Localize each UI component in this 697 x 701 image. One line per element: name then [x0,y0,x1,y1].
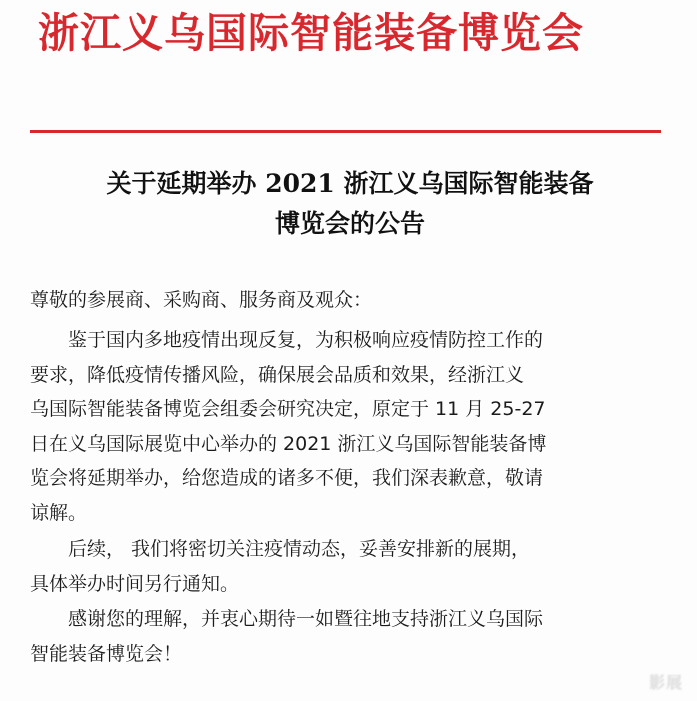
paragraph-line: 乌国际智能装备博览会组委会研究决定，原定于 11 月 25-27 [30,398,546,420]
letterhead-org-name: 浙江义乌国际智能装备博览会 [38,9,584,57]
paragraph-line: 感谢您的理解，并衷心期待一如暨往地支持浙江义乌国际 [68,608,544,630]
notice-title-line-1: 关于延期举办 2021 浙江义乌国际智能装备 [106,169,594,198]
paragraph-line: 要求，降低疫情传播风险，确保展会品质和效果，经浙江义 [30,363,525,386]
paragraph-line: 日在义乌国际展览中心举办的 2021 浙江义乌国际智能装备博 [30,432,547,455]
notice-title-line-2: 博览会的公告 [274,209,425,238]
paragraph-line: 览会将延期举办，给您造成的诸多不便，我们深表歉意，敬请 [30,467,544,489]
salutation: 尊敬的参展商、采购商、服务商及观众： [30,289,373,311]
paragraph-line: 智能装备博览会！ [30,642,183,665]
paragraph-follow-up [30,532,658,601]
paragraph-line: 鉴于国内多地疫情出现反复，为积极响应疫情防控工作的 [68,329,544,351]
paragraph-line: 谅解。 [30,501,88,524]
watermark: 影展 [648,673,683,692]
paragraph-line: 具体举办时间另行通知。 [30,572,240,595]
paragraph-thanks [30,602,658,671]
notice-title [40,164,660,244]
letterhead-red-rule [30,130,661,133]
paragraph-line: 后续， 我们将密切关注疫情动态，妥善安排新的展期， [68,538,531,560]
paragraph-postponement-reason [30,323,658,530]
